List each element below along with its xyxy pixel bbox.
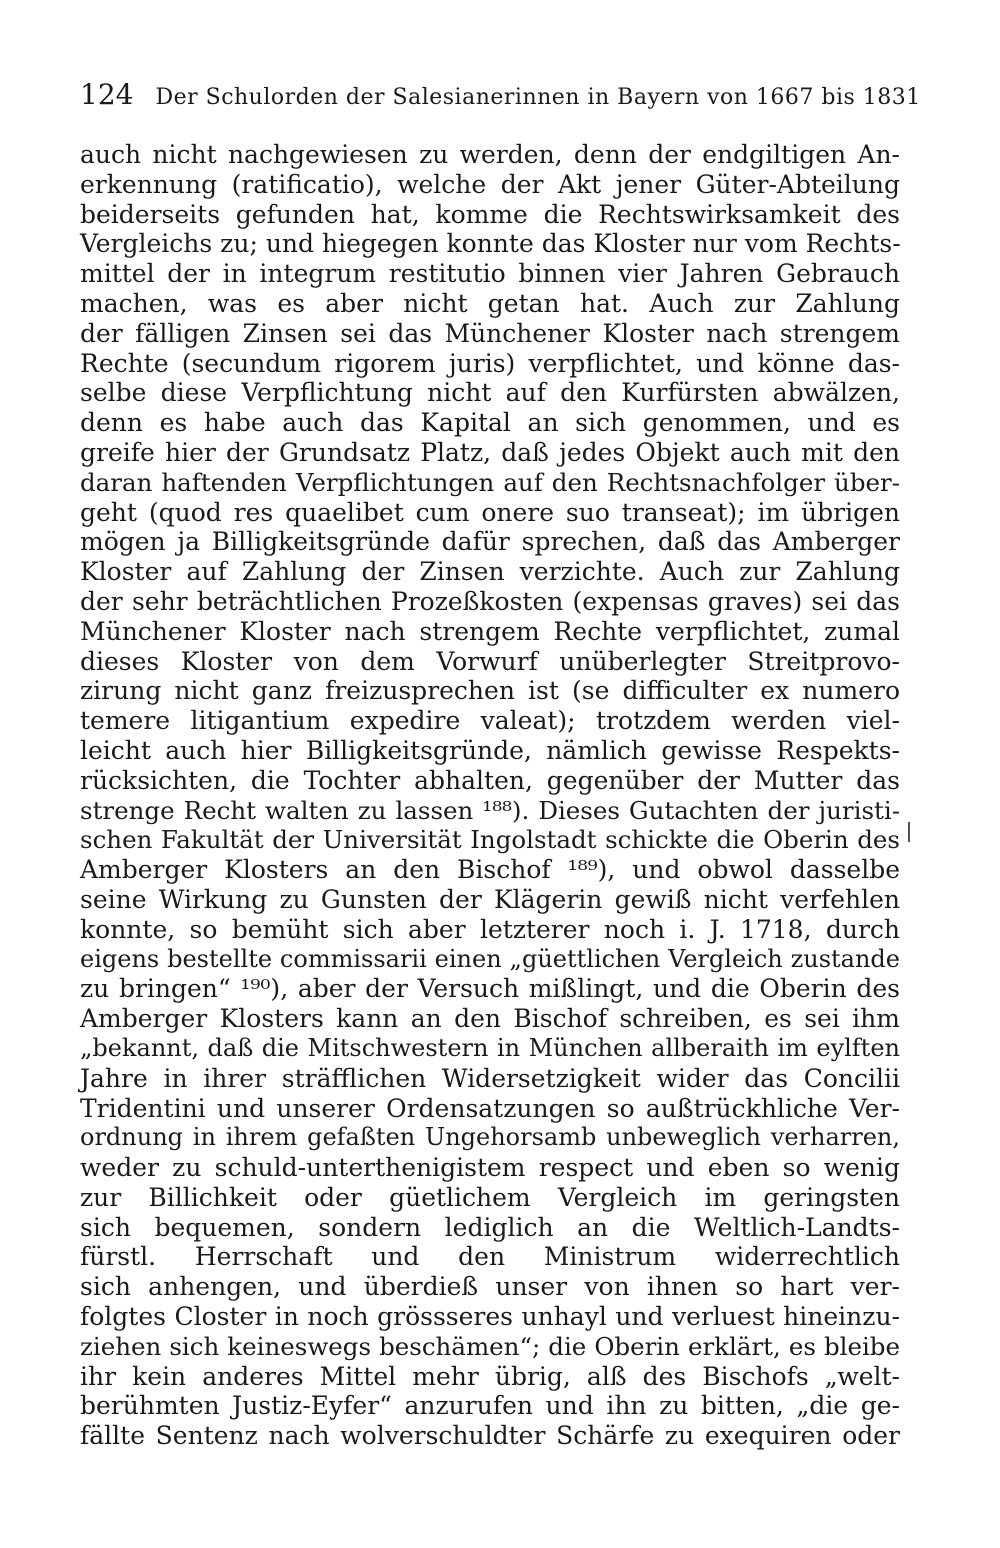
text-line: machen, was es aber nicht getan hat. Auch zur Zahlung	[80, 288, 900, 318]
text-line: zirung nicht ganz freizusprechen ist (se difficulter ex numero	[80, 676, 900, 706]
text-line: dieses Kloster von dem Vorwurf unüberlegter Streitprovo-	[80, 646, 900, 676]
text-line: ziehen sich keineswegs beschämen“; die Oberin erklärt, es bleibe	[80, 1331, 900, 1361]
text-line: mögen ja Billigkeitsgründe dafür sprechen, daß das Amberger	[80, 527, 900, 557]
text-line: temere litigantium expedire valeat); trotzdem werden viel-	[80, 706, 900, 736]
text-line: Jahre in ihrer sträfflichen Widersetzigkeit wider das Concilii	[80, 1063, 900, 1093]
text-line: daran haftenden Verpflichtungen auf den Rechtsnachfolger über-	[80, 467, 900, 497]
text-line: denn es habe auch das Kapital an sich genommen, und es	[80, 408, 900, 438]
text-line: Rechte (secundum rigorem juris) verpflichtet, und könne das-	[80, 348, 900, 378]
text-line: zu bringen“ ¹⁹⁰), aber der Versuch mißlingt, und die Oberin des	[80, 974, 900, 1004]
text-line: schen Fakultät der Universität Ingolstadt schickte die Oberin des	[80, 825, 900, 855]
text-line: weder zu schuld-unterthenigistem respect und eben so wenig	[80, 1153, 900, 1183]
text-line: Tridentini und unserer Ordensatzungen so außtrückhliche Ver-	[80, 1093, 900, 1123]
text-line: rücksichten, die Tochter abhalten, gegenüber der Mutter das	[80, 765, 900, 795]
running-head	[80, 78, 921, 112]
text-line: Amberger Klosters kann an den Bischof schreiben, es sei ihm	[80, 1004, 900, 1034]
text-line: Vergleichs zu; und hiegegen konnte das Kloster nur vom Rechts-	[80, 229, 901, 259]
text-line: ordnung in ihrem gefaßten Ungehorsamb unbeweglich verharren,	[80, 1123, 900, 1152]
text-line: sich anhengen, und überdieß unser von ihnen so hart ver-	[80, 1272, 900, 1302]
text-line: mittel der in integrum restitutio binnen vier Jahren Gebrauch	[80, 259, 900, 289]
text-line: selbe diese Verpflichtung nicht auf den Kurfürsten abwälzen,	[80, 378, 900, 408]
text-line: geht (quod res quaelibet cum onere suo transeat); im übrigen	[80, 497, 900, 527]
text-line: strenge Recht walten zu lassen ¹⁸⁸). Dieses Gutachten der juristi-	[80, 795, 900, 825]
text-line: ihr kein anderes Mittel mehr übrig, alß des Bischofs „welt-	[80, 1361, 900, 1391]
text-line: auch nicht nachgewiesen zu werden, denn der endgiltigen An-	[80, 140, 900, 169]
header-title: Der Schulorden der Salesianerinnen in Bayern von 1667 bis 1831	[155, 85, 921, 110]
text-line: beiderseits gefunden hat, komme die Rechtswirksamkeit des	[80, 199, 900, 229]
text-line: berühmten Justiz-Eyfer“ anzurufen und ihn zu bitten, „die ge-	[80, 1391, 900, 1421]
text-line: Kloster auf Zahlung der Zinsen verzichte. Auch zur Zahlung	[80, 557, 900, 587]
text-line: eigens bestellte commissarii einen „güettlichen Vergleich zustande	[80, 944, 900, 973]
margin-mark	[908, 822, 910, 842]
text-line: zur Billichkeit oder güetlichem Vergleich im geringsten	[80, 1182, 900, 1212]
text-line: sich bequemen, sondern lediglich an die Weltlich-Landts-	[80, 1212, 900, 1242]
page-number: 124	[80, 78, 134, 111]
text-line: fällte Sentenz nach wolverschuldter Schärfe zu exequiren oder	[80, 1421, 900, 1451]
text-line: Amberger Klosters an den Bischof ¹⁸⁹), und obwol dasselbe	[80, 855, 900, 885]
text-line: fürstl. Herrschaft und den Ministrum widerrechtlich	[80, 1242, 900, 1272]
text-line: erkennung (ratificatio), welche der Akt jener Güter-Abteilung	[80, 169, 900, 199]
body-text	[80, 140, 900, 1451]
text-line: der sehr beträchtlichen Prozeßkosten (expensas graves) sei das	[80, 586, 900, 616]
text-line: seine Wirkung zu Gunsten der Klägerin gewiß nicht verfehlen	[80, 884, 900, 914]
text-line: greife hier der Grundsatz Platz, daß jedes Objekt auch mit den	[80, 437, 900, 467]
text-line: folgtes Closter in noch grössseres unhayl und verluest hineinzu-	[80, 1302, 900, 1332]
text-line: Münchener Kloster nach strengem Rechte verpflichtet, zumal	[80, 616, 900, 646]
text-line: leicht auch hier Billigkeitsgründe, nämlich gewisse Respekts-	[80, 735, 900, 765]
text-line: „bekannt, daß die Mitschwestern in München allberaith im eylften	[80, 1033, 900, 1062]
text-line: der fälligen Zinsen sei das Münchener Kloster nach strengem	[80, 318, 900, 348]
text-line: konnte, so bemüht sich aber letzterer noch i. J. 1718, durch	[80, 914, 900, 944]
